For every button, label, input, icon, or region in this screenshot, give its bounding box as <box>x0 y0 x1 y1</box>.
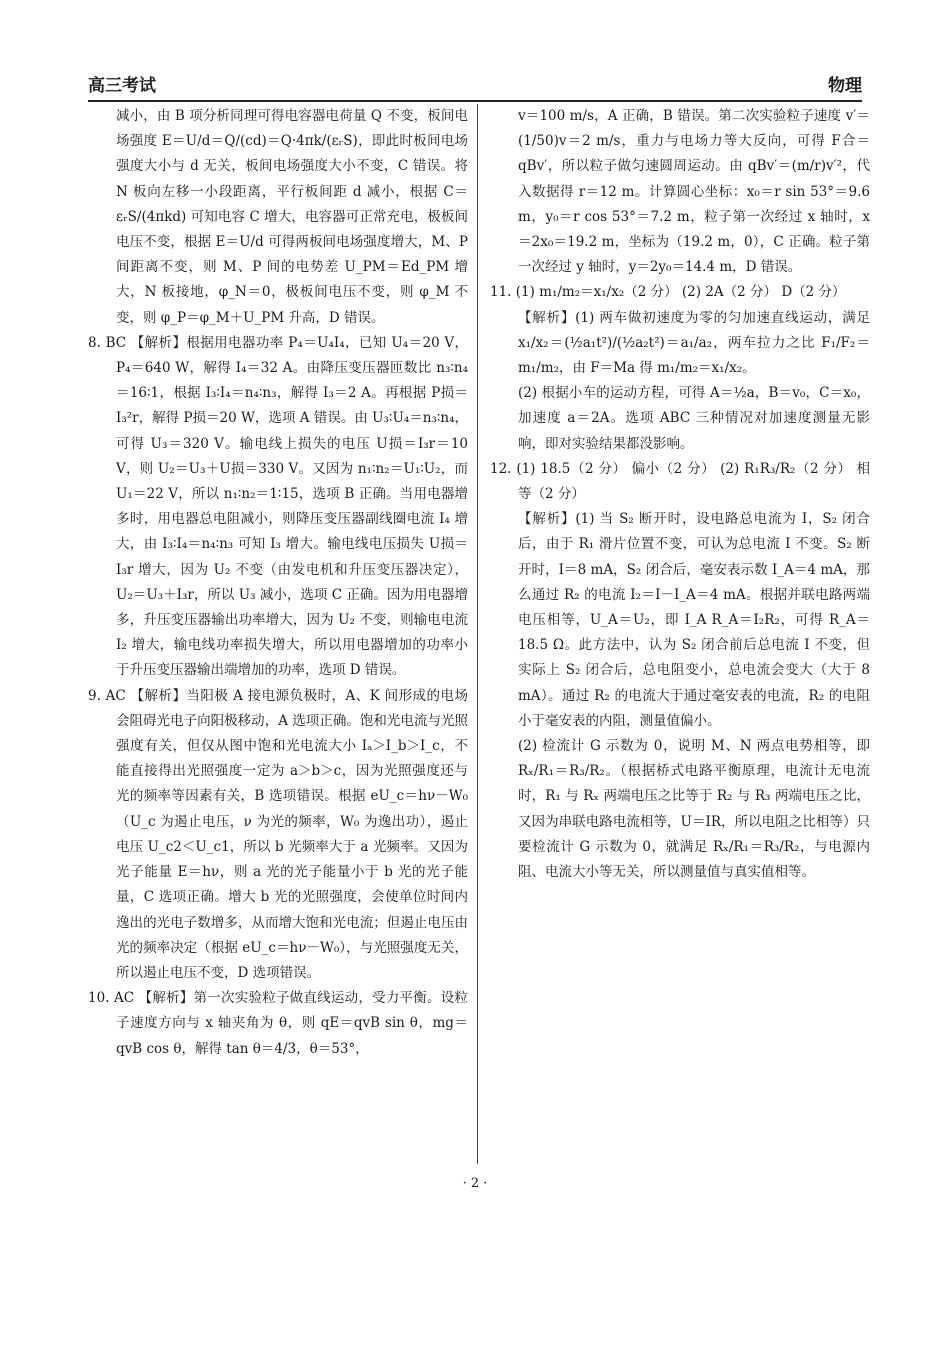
answer-10: 10. AC 【解析】第一次实验粒子做直线运动，受力平衡。设粒子速度方向与 x 轴夹角为 θ，则 qE＝qvB sin θ，mg＝qvB cos θ，解得 tan θ＝4/3，θ＝53°， <box>88 990 468 1057</box>
paragraph: 【解析】(1) 当 S₂ 断开时，设电路总电流为 I，S₂ 闭合后，由于 R₁ 滑片位置不变，可认为总电流 I 不变。S₂ 断开时，I＝8 mA，S₂ 闭合后，毫安表示数 I_A＝4 mA，那么通过 R₂ 的电流 I₂＝I－I_A＝4 mA。根据并联电路两端电压相等，U_A＝U₂，即 I_A R_A＝I₂R₂，可得 R_A＝18.5 Ω。此方法中，认为 S₂ 闭合前后总电流 I 不变，但实际上 S₂ 闭合后，总电阻变小，总电流会变大（大于 8 mA）。通过 R₂ 的电流大于通过毫安表的电流，R₂ 的电阻小于毫安表的内阻，测量值偏小。 <box>518 511 870 729</box>
page-header <box>88 74 862 102</box>
left-column <box>88 104 468 1062</box>
column-divider <box>477 104 478 1164</box>
exam-title: 高三考试 <box>88 76 156 96</box>
right-column <box>490 104 870 885</box>
answer-11: 11. (1) m₁/m₂＝x₁/x₂（2 分） (2) 2A（2 分） D（2 分） <box>490 284 846 301</box>
paragraph: (2) 检流计 G 示数为 0，说明 M、N 两点电势相等，即 Rₓ/R₁＝R₃/R₂。（根据桥式电路平衡原理，电流计无电流时，R₁ 与 Rₓ 两端电压之比等于 R₂ 与 R₃ 两端电压之比，又因为串联电路电流相等，U＝IR，所以电阻之比相等）只要检流计 G 示数为 0，就满足 Rₓ/R₁＝R₃/R₂，与电源内阻、电流大小等无关，所以测量值与真实值相等。 <box>518 738 870 881</box>
subject-title: 物理 <box>828 76 862 96</box>
answer-8: 8. BC 【解析】根据用电器功率 P₄＝U₄I₄，已知 U₄＝20 V，P₄＝640 W，解得 I₄＝32 A。由降压变压器匝数比 n₃∶n₄＝16∶1，根据 I₃∶I₄＝n₄∶n₃，解得 I₃＝2 A。再根据 P损＝I₃²r，解得 P损＝20 W，选项 A 错误。由 U₃∶U₄＝n₃∶n₄，可得 U₃＝320 V。输电线上损失的电压 U损＝I₃r＝10 V，则 U₂＝U₃＋U损＝330 V。又因为 n₁∶n₂＝U₁∶U₂，而 U₁＝22 V，所以 n₁∶n₂＝1∶15，选项 B 正确。当用电器增多时，用电器总电阻减小，则降压变压器副线圈电流 I₄ 增大，由 I₃∶I₄＝n₄∶n₃ 可知 I₃ 增大。输电线电压损失 U损＝I₃r 增大，因为 U₂ 不变（由发电机和升压变压器决定），U₂＝U₃＋I₃r，所以 U₃ 减小，选项 C 正确。因为用电器增多，升压变压器输出功率增大，因为 U₂ 不变，则输电电流 I₂ 增大，输电线功率损失增大，所以用电器增加的功率小于升压变压器输出端增加的功率，选项 D 错误。 <box>88 334 468 679</box>
paragraph: 减小，由 B 项分析同理可得电容器电荷量 Q 不变，板间电场强度 E＝U/d＝Q/(cd)＝Q·4πk/(εᵣS)，即此时板间电场强度大小与 d 无关，板间电场强度大小不变，C 错误。将 N 板向左移一小段距离，平行板间距 d 减小，根据 C＝εᵣS/(4πkd) 可知电容 C 增大，电容器可正常充电，极板间电压不变，根据 E＝U/d 可得两板间电场强度增大，M、P 间距离不变，则 M、P 间的电势差 U_PM＝Ed_PM 增大，N 板接地，φ_N＝0，极板间电压不变，则 φ_M 不变，则 φ_P＝φ_M＋U_PM 升高，D 错误。 <box>116 108 468 326</box>
paragraph: 【解析】(1) 两车做初速度为零的匀加速直线运动，满足 x₁/x₂＝(½a₁t²)/(½a₂t²)＝a₁/a₂，两车拉力之比 F₁/F₂＝m₁/m₂，由 F＝Ma 得 m₁/m₂＝x₁/x₂。 <box>518 309 870 377</box>
answer-9: 9. AC 【解析】当阳极 A 接电源负极时，A、K 间形成的电场会阻碍光电子向阳极移动，A 选项正确。饱和光电流与光照强度有关，但仅从图中饱和光电流大小 Iₐ＞I_b＞I_c，不能直接得出光照强度一定为 a＞b＞c，因为光照强度还与光的频率等因素有关，B 选项错误。根据 eU_c＝hν－W₀（U_c 为遏止电压，ν 为光的频率，W₀ 为逸出功），遏止电压 U_c2＜U_c1，所以 b 光频率大于 a 光频率。又因为光子能量 E＝hν，则 a 光的光子能量小于 b 光的光子能量，C 选项正确。增大 b 光的光照强度，会使单位时间内逸出的光电子数增多，从而增大饱和光电流；但遏止电压由光的频率决定（根据 eU_c＝hν－W₀），与光照强度无关，所以遏止电压不变，D 选项错误。 <box>88 687 468 981</box>
answer-12: 12. (1) 18.5（2 分） 偏小（2 分） (2) R₁R₃/R₂（2 分） 相等（2 分） <box>490 460 870 503</box>
paragraph: (2) 根据小车的运动方程，可得 A＝½a，B＝v₀，C＝x₀，加速度 a＝2A。选项 ABC 三种情况对加速度测量无影响，即对实验结果都没影响。 <box>518 385 870 452</box>
paragraph: v＝100 m/s，A 正确，B 错误。第二次实验粒子速度 v′＝(1/50)v＝2 m/s，重力与电场力等大反向，可得 F合＝qBv′，所以粒子做匀速圆周运动。由 qBv′＝(m/r)v′²，代入数据得 r＝12 m。计算圆心坐标：x₀＝r sin 53°＝9.6 m，y₀＝r cos 53°＝7.2 m，粒子第一次经过 x 轴时，x＝2x₀＝19.2 m，坐标为（19.2 m，0），C 正确。粒子第一次经过 y 轴时，y＝2y₀＝14.4 m，D 错误。 <box>518 108 870 276</box>
page-number: · 2 · <box>462 1176 488 1191</box>
